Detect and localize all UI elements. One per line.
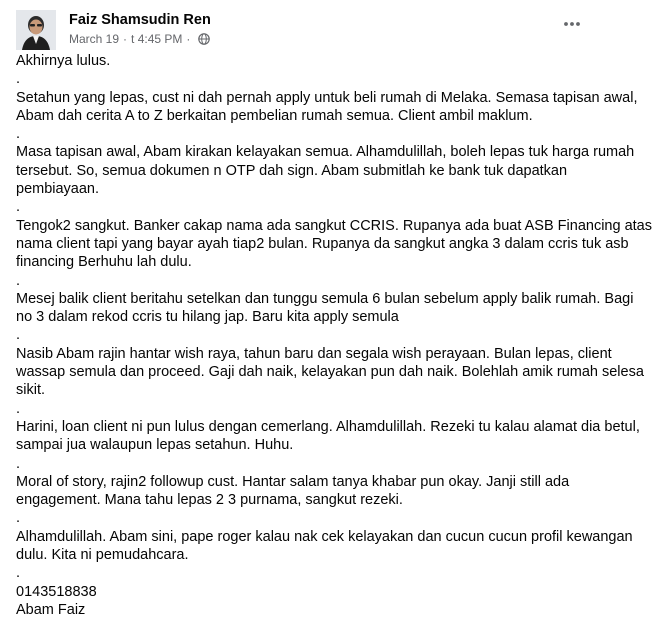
post-text-line: . (16, 272, 21, 289)
post-text-line: . (16, 455, 21, 472)
author-avatar[interactable] (16, 10, 56, 50)
globe-icon[interactable] (198, 33, 210, 45)
post-text-line: Harini, loan client ni pun lulus dengan cemerlang. Alhamdulillah. Rezeki tu kalau alamat dia betul, (16, 418, 640, 435)
post-text-line: . (16, 199, 21, 216)
post-text-line: Tengok2 sangkut. Banker cakap nama ada sangkut CCRIS. Rupanya ada buat ASB Financing atas (16, 217, 652, 234)
post-text-line: Alhamdulillah. Abam sini, pape roger kalau nak cek kelayakan dan cucun cucun profil kewangan (16, 528, 633, 545)
post-text-line: . (16, 71, 21, 88)
post-text-line: . (16, 126, 21, 143)
post-text-line: sikit. (16, 382, 45, 399)
meta-separator: · (186, 32, 191, 46)
post-text-line: financing Berhuhu lah dulu. (16, 254, 192, 271)
post-text-line: sampai jua walaupun lepas setahun. Huhu. (16, 437, 294, 454)
post-text-line: engagement. Mana tahu lepas 2 3 purnama, sangkut rezeki. (16, 492, 403, 509)
post-date[interactable]: March 19 (69, 32, 120, 46)
post-text-line: Moral of story, rajin2 followup cust. Hantar salam tanya khabar pun okay. Janji still ada (16, 473, 570, 490)
post-time[interactable]: t 4:45 PM (131, 32, 183, 46)
post-text-line: Akhirnya lulus. (16, 53, 111, 69)
author-name[interactable]: Faiz Shamsudin Ren (69, 12, 211, 28)
more-horizontal-icon[interactable] (558, 10, 586, 38)
post-text-line: pembiayaan. (16, 181, 100, 198)
post-text-line: dulu. Kita ni pemudahcara. (16, 547, 189, 564)
meta-separator: · (123, 32, 128, 46)
post-text-line: . (16, 400, 21, 417)
post-meta (69, 32, 210, 46)
post-text-line: Masa tapisan awal, Abam kirakan kelayakan semua. Alhamdulillah, boleh lepas tuk harga rumah (16, 144, 635, 161)
post-text-line: . (16, 327, 21, 344)
post-text-line: 0143518838 (16, 583, 97, 600)
post-text-line: Abam dah cerita A to Z berkaitan pembelian rumah semua. Client ambil maklum. (16, 107, 533, 124)
avatar-image (16, 10, 56, 50)
post-header (16, 10, 586, 50)
post-text-line: . (16, 510, 21, 527)
post-text-line: no 3 dalam rekod ccris tu hilang jap. Baru kita apply semula (16, 309, 399, 326)
post-text-line: wassap semula dan proceed. Gaji dah naik, kelayakan pun dah naik. Bolehlah amik rumah selesa (16, 364, 644, 381)
post-text-line: Abam Faiz (16, 601, 86, 618)
post-text-line: nama client tapi yang bayar ayah tiap2 bulan. Rupanya da sangkut angka 3 dalam ccris tuk asb (16, 235, 629, 252)
post-text-line: Mesej balik client beritahu setelkan dan tunggu semula 6 bulan sebelum apply balik rumah. Bagi (16, 290, 634, 307)
post-text-line: . (16, 565, 21, 582)
post-body (16, 52, 652, 619)
post-text-line: Setahun yang lepas, cust ni dah pernah apply untuk beli rumah di Melaka. Semasa tapisan awal, (16, 89, 638, 106)
post-text-line: tersebut. So, semua dokumen n OTP dah sign. Abam submitlah ke bank tuk dapatkan (16, 162, 568, 179)
post-text-line: Nasib Abam rajin hantar wish raya, tahun baru dan segala wish perayaan. Bulan lepas, client (16, 345, 612, 362)
